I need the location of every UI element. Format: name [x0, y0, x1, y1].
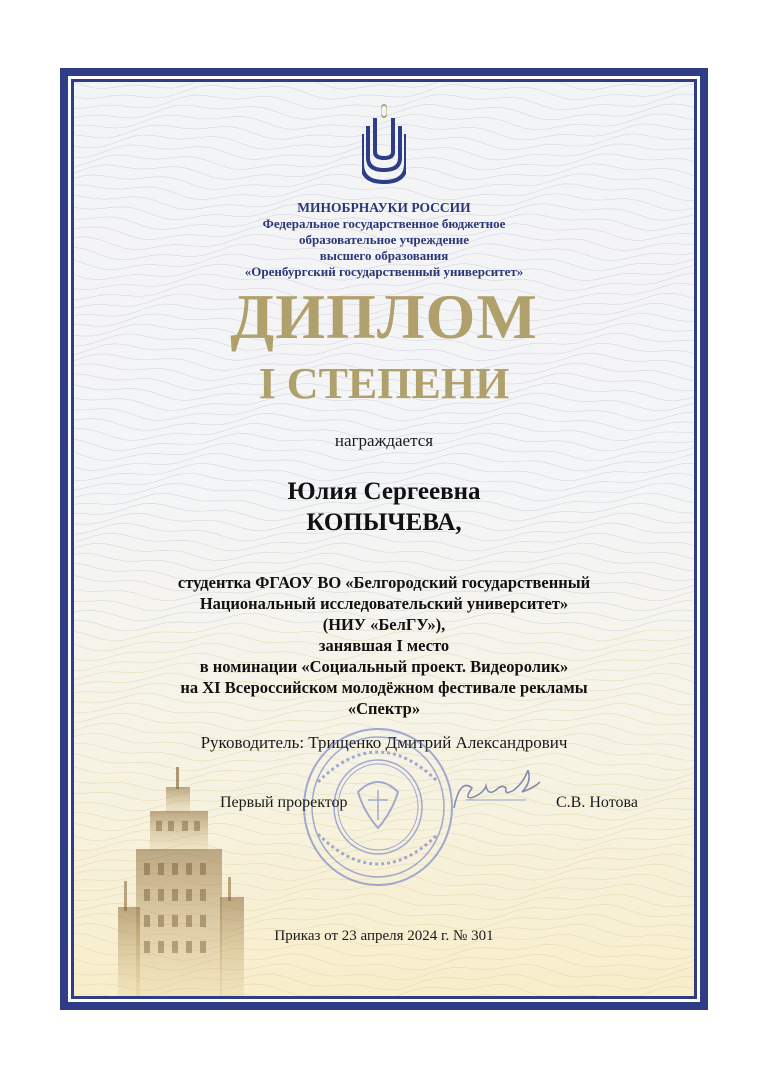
signatory-position: Первый проректор: [220, 794, 348, 811]
description-line-2: Национальный исследовательский университет»: [199, 594, 569, 613]
issuer-line-1: Федеральное государственное бюджетное: [262, 216, 506, 231]
award-description: [74, 572, 694, 719]
order-reference: Приказ от 23 апреля 2024 г. № 301: [274, 928, 494, 944]
recipient-surname: КОПЫЧЕВА,: [306, 509, 462, 536]
supervisor-line: Руководитель: Трищенко Дмитрий Александрович: [200, 733, 568, 752]
recipient-first-names: Юлия Сергеевна: [287, 478, 481, 505]
issuer-header: [74, 200, 694, 280]
university-logo-icon: [362, 104, 406, 186]
issuer-line-4: «Оренбургский государственный университет»: [244, 264, 524, 279]
ministry-name: МИНОБРНАУКИ РОССИИ: [297, 200, 471, 215]
description-line-1: студентка ФГАОУ ВО «Белгородский государственный: [177, 573, 591, 592]
certificate-paper: [74, 82, 694, 996]
description-line-6: на XI Всероссийском молодёжном фестивале рекламы: [180, 678, 588, 697]
description-line-4: занявшая I место: [318, 636, 450, 655]
description-line-7: «Спектр»: [347, 699, 421, 718]
issuer-line-2: образовательное учреждение: [299, 232, 469, 247]
description-line-5: в номинации «Социальный проект. Видеоролик»: [199, 657, 569, 676]
diploma-title: ДИПЛОМ: [230, 281, 538, 352]
handwritten-signature: [446, 770, 546, 820]
issuer-line-3: высшего образования: [319, 248, 449, 263]
signatory-name: С.В. Нотова: [556, 794, 638, 811]
awarded-caption: награждается: [334, 431, 434, 450]
description-line-3: (НИУ «БелГУ»),: [322, 615, 446, 634]
recipient-name: [74, 476, 694, 538]
diploma-degree: I СТЕПЕНИ: [258, 359, 510, 408]
